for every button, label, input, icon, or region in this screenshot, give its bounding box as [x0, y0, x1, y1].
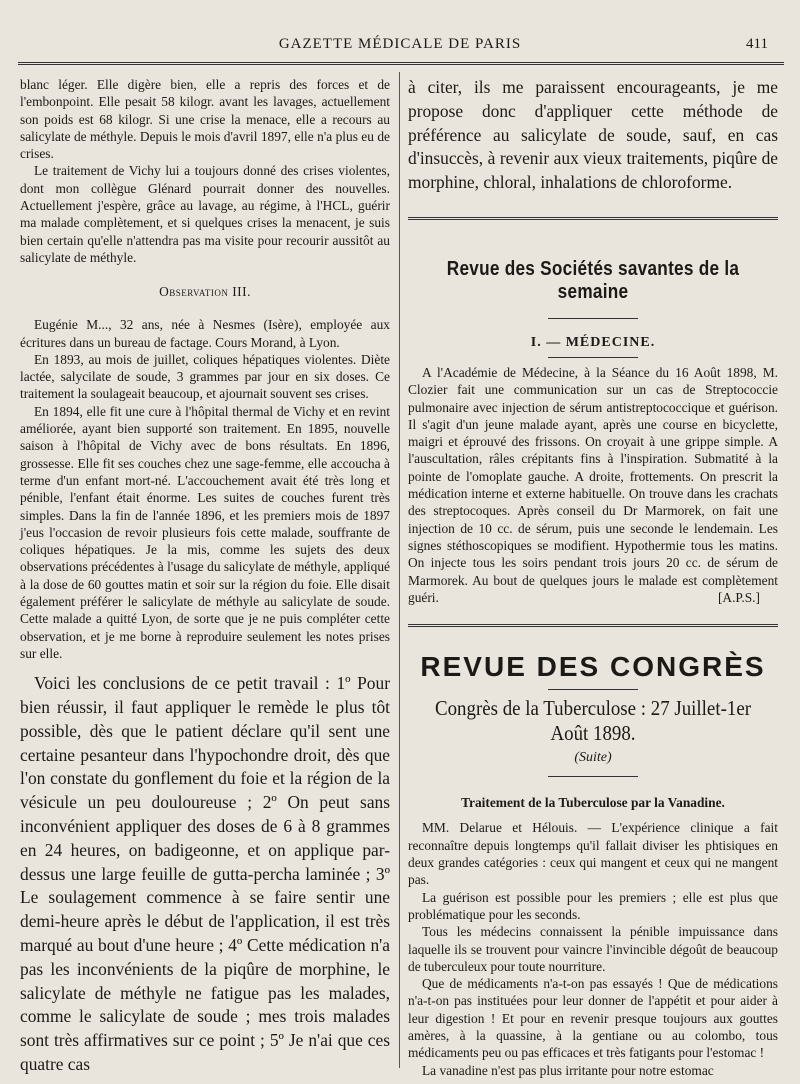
left-column	[20, 76, 390, 1077]
paragraph: Eugénie M..., 32 ans, née à Nesmes (Isère), employée aux écritures dans un bureau de factage. Cours Morand, à Lyon.	[20, 317, 390, 350]
paragraph: La vanadine n'est pas plus irritante pour notre estomac	[422, 1062, 714, 1078]
short-rule	[548, 776, 638, 777]
article-title: Traitement de la Tuberculose par la Vanadine.	[461, 795, 725, 811]
paragraph: La guérison est possible pour les premiers ; elle est plus que problématique pour les seconds.	[408, 889, 778, 922]
paragraph: MM. Delarue et Hélouis. — L'expérience clinique a fait reconnaître depuis longtemps qu'il fallait diviser les phtisiques en deux grandes catégories : ceux qui mangent et ceux qui ne mangent pas.	[408, 820, 778, 888]
right-column	[408, 76, 778, 1079]
suite-label: (Suite)	[574, 750, 612, 766]
page-number: 411	[746, 36, 768, 52]
short-rule	[548, 357, 638, 358]
header-rule	[18, 62, 784, 65]
paragraph: Le traitement de Vichy lui a toujours donné des crises violentes, dont mon collègue Glénard pourrait donner des nouvelles. Actuellement j'espère, grâce au lavage, au régime, à l'HCL, guérir ma malade complètement, et si quelques crises la menacent, je suis bien certain qu'elle n'attendra pas ma visite pour recourir aussitôt au salicylate de méthyle.	[20, 163, 390, 265]
medecine-heading: I. — MÉDECINE.	[530, 334, 656, 350]
continuation-paragraph: à citer, ils me paraissent encourageants, je me propose donc d'appliquer cette méthode de préférence au salicylate de soude, sauf, en cas d'insuccès, à revenir aux vieux traitements, piqûre de morphine, chloral, inhalations de chloroforme.	[408, 77, 778, 193]
short-rule	[548, 318, 638, 319]
paragraph: Tous les médecins connaissent la pénible impuissance dans laquelle ils se trouvent pour vaincre l'invincible dégoût de beaucoup de tuberculeux pour toute nourriture.	[408, 924, 778, 974]
congres-subheading: Congrès de la Tuberculose : 27 Juillet-1er Août 1898.	[434, 696, 752, 746]
societes-heading: Revue des Sociétés savantes de la semaine	[446, 257, 740, 303]
paragraph: En 1893, au mois de juillet, coliques hépatiques violentes. Diète lactée, salycilate de soude, 3 grammes par jour en six doses. Ce traitement la soulageait beaucoup, et ajournait souvent ses crises.	[20, 351, 390, 402]
conclusions-paragraph: Voici les conclusions de ce petit travail : 1º Pour bien réussir, il faut appliquer le remède le plus tôt possible, dès que le patient déclare qu'il sent une certaine pesanteur dans l'hypochondre droit, dès que l'on constate du gonflement du foie et la région de la vésicule un peu douloureuse ; 2º On peut sans inconvénient appliquer des doses de 6 à 8 grammes en 24 heures, on badigeonne, et on applique par-dessus une large feuille de gutta-percha laminée ; 3º Le soulagement commence à se faire sentir une demi-heure après le début de l'application, il est très marqué au bout d'une heure ; 4º Cette médication n'a pas les inconvénients de la piqûre de morphine, le salicylate de méthyle ne fatigue pas les malades, comme le salicylate de soude ; mes trois malades sont très affirmatives sur ce point ; 5º Je n'ai que ces quatre cas	[20, 673, 390, 1074]
paragraph: blanc léger. Elle digère bien, elle a repris des forces et de l'embonpoint. Elle pesait 58 kilogr. avant les lavages, actuellement son poids est 68 kilogr. Si une crise la menace, elle a recours au salicylate de méthyle. Depuis le mois d'avril 1897, elle n'a plus eu de crises.	[20, 77, 390, 162]
congres-heading: REVUE DES CONGRÈS	[420, 651, 766, 683]
observation-title: Observation III.	[159, 284, 251, 300]
paragraph: En 1894, elle fit une cure à l'hôpital thermal de Vichy et en revint améliorée, ayant bien supporté son traitement. En 1895, nouvelle saison à l'hôpital de Vichy avec de bons résultats. En 1896, grossesse. Elle fit ses couches chez une sage-femme, elle accoucha à terme d'un enfant mort-né. L'accouchement avait été très long et pénible, l'enfant était énorme. Les suites de couches furent très simples. Dans la fin de l'année 1896, et les premiers mois de 1897 j'eus l'occasion de revoir plusieurs fois cette malade, souffrante de coliques hépatiques. Je la mis, comme les sujets des deux observations précédentes à l'usage du salicylate de méthyle, appliqué à la dose de 60 gouttes matin et soir sur la région du foie. Elle disait également préférer le salicylate de méthyle au salicylate de soude. Cette malade a quitté Lyon, de sorte que je ne puis compléter cette observation, et je me borne à reproduire seulement les notes prises sur elle.	[20, 403, 390, 661]
paragraph: Que de médicaments n'a-t-on pas essayés ! Que de médications n'a-t-on pas instituées pour leur donner de l'appétit et pour aider à leur digestion ! Et pour en revenir presque toujours aux gouttes amères, à la quassine, à la gentiane ou au colombo, tous médicaments peu ou pas efficaces et très fatigants pour l'estomac !	[408, 976, 778, 1061]
running-title: GAZETTE MÉDICALE DE PARIS	[278, 36, 522, 52]
medecine-paragraph: A l'Académie de Médecine, à la Séance du 16 Août 1898, M. Clozier fait une communication sur un cas de Streptococcie pulmonaire avec injection de sérum antistreptococcique et guérison. Il s'agit d'un jeune malade ayant, après une course en bicyclette, maigri et éprouvé des frissons. On croyait à une grippe simple. A l'auscultation, râles crépitants fins à l'inspiration. Submatité à la pointe de l'omoplate gauche. A droite, frottements. On prescrit la médication interne et externe habituelle. On trouve dans les crachats des streptocoques. Après conseil du Dr Marmorek, on fait une injection de 10 cc. de sérum, puis une seconde le lendemain. Les signes stéthoscopiques se modifient. Hypothermie tous les matins. On injecte tous les soirs pendant trois jours 20 cc. de sérum de Marmorek. Au bout de quelques jours le malade est complètement guéri.	[408, 364, 778, 605]
short-rule	[548, 689, 638, 690]
running-head	[0, 36, 800, 56]
column-divider	[399, 72, 400, 1068]
signature: [A.P.S.]	[717, 590, 760, 606]
